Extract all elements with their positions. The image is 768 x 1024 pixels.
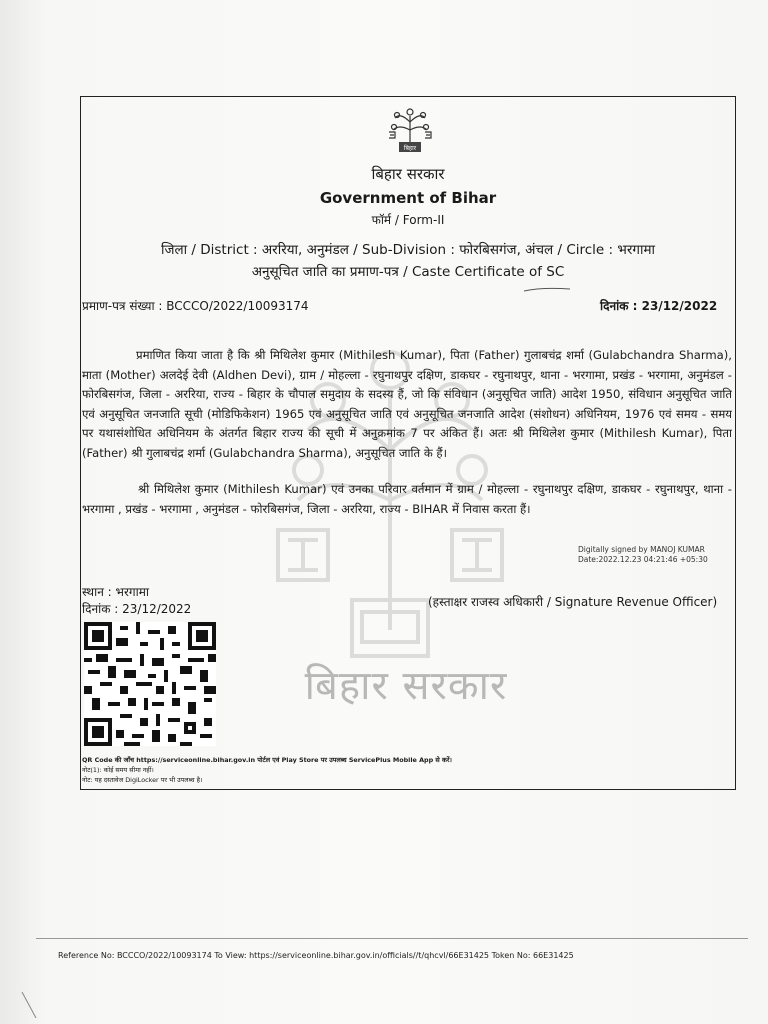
note-2: नोट: यह दस्तावेज DigiLocker पर भी उपलब्ध है। <box>82 776 203 784</box>
footer-divider <box>36 938 748 939</box>
bihar-emblem-icon <box>385 102 435 156</box>
digital-signature <box>578 545 708 565</box>
district-line: जिला / District : अररिया, अनुमंडल / Sub-Division : फोरबिसगंज, अंचल / Circle : भरगामा <box>160 242 656 258</box>
digital-signature-name: Digitally signed by MANOJ KUMAR <box>578 545 705 554</box>
signature-label: (हस्ताक्षर राजस्व अधिकारी / Signature Revenue Officer) <box>428 595 718 609</box>
header-english-title: Government of Bihar <box>319 189 497 207</box>
digital-signature-date: Date:2022.12.23 04:21:46 +05:30 <box>578 555 708 564</box>
caste-certificate-title: अनुसूचित जाति का प्रमाण-पत्र / Caste Certificate of SC <box>251 264 565 280</box>
scan-edge-mark <box>20 990 40 1020</box>
certificate-number: प्रमाण-पत्र संख्या : BCCCO/2022/10093174 <box>82 299 309 313</box>
pen-mark <box>522 286 572 294</box>
certificate-body-paragraph-2 <box>82 480 732 520</box>
footer-reference: Reference No: BCCCO/2022/10093174 To View: https://serviceonline.bihar.gov.in/officials//t/qhcvl/66E31425 Token No: 66E31425 <box>58 951 574 960</box>
paragraph-2-text: श्री मिथिलेश कुमार (Mithilesh Kumar) एवं उनका परिवार वर्तमान में ग्राम / मोहल्ला - रघुनाथपुर दक्षिण, डाकघर - रघुनाथपुर, थाना - भरगामा , प्रखंड - भरगामा , अनुमंडल - फोरबिसगंज, जिला - अररिया, राज्य - BIHAR में निवास करता हैं। <box>82 482 732 516</box>
qr-code-icon <box>84 622 216 746</box>
place-date: दिनांक : 23/12/2022 <box>82 602 192 616</box>
note-1: नोट(1): कोई समय सीमा नहीं। <box>82 766 154 774</box>
qr-verification-note: QR Code की जाँच https://serviceonline.bihar.gov.in पोर्टल एवं Play Store पर उपलब्ध ServicePlus Mobile App से करें। <box>82 756 452 764</box>
certificate-date: दिनांक : 23/12/2022 <box>600 299 718 313</box>
notes <box>82 755 452 785</box>
watermark-text: बिहार सरकार <box>304 663 508 709</box>
header-hindi-title: बिहार सरकार <box>371 165 445 183</box>
emblem-label: बिहार <box>403 145 417 152</box>
certificate-body-paragraph-1: प्रमाणित किया जाता है कि श्री मिथिलेश कुमार (Mithilesh Kumar), पिता (Father) गुलाबचंद्र शर्मा (Gulabchandra Sharma), माता (Mother) अलदेई देवी (Aldhen Devi), ग्राम / मोहल्ला - रघुनाथपुर दक्षिण, डाकघर - रघुनाथपुर, थाना - भरगामा, प्रखंड - भरगामा, अनुमंडल - फोरबिसगंज, जिला - अररिया, राज्य - बिहार के चौपाल समुदाय के सदस्य हैं, जो कि संविधान (अनुसूचित जाति) आदेश 1950, संविधान अनुसूचित जाति एवं अनुसूचित जनजाति सूची (मोडिफिकेशन) 1965 एवं अनुसूचित जाति एवं अनुसूचित जनजाति आदेश (संशोधन) अधिनियम, 1976 एवं समय - समय पर यथासंशोधित अधिनियम के अंतर्गत बिहार राज्य की सूची में अनुक्रमांक 7 पर अंकित हैं। अतः श्री मिथिलेश कुमार (Mithilesh Kumar), पिता (Father) श्री गुलाबचंद्र शर्मा (Gulabchandra Sharma), अनुसूचित जाति के हैं। <box>82 348 732 460</box>
place-label: स्थान : भरगामा <box>82 585 150 599</box>
form-label: फॉर्म / Form-II <box>371 213 445 227</box>
